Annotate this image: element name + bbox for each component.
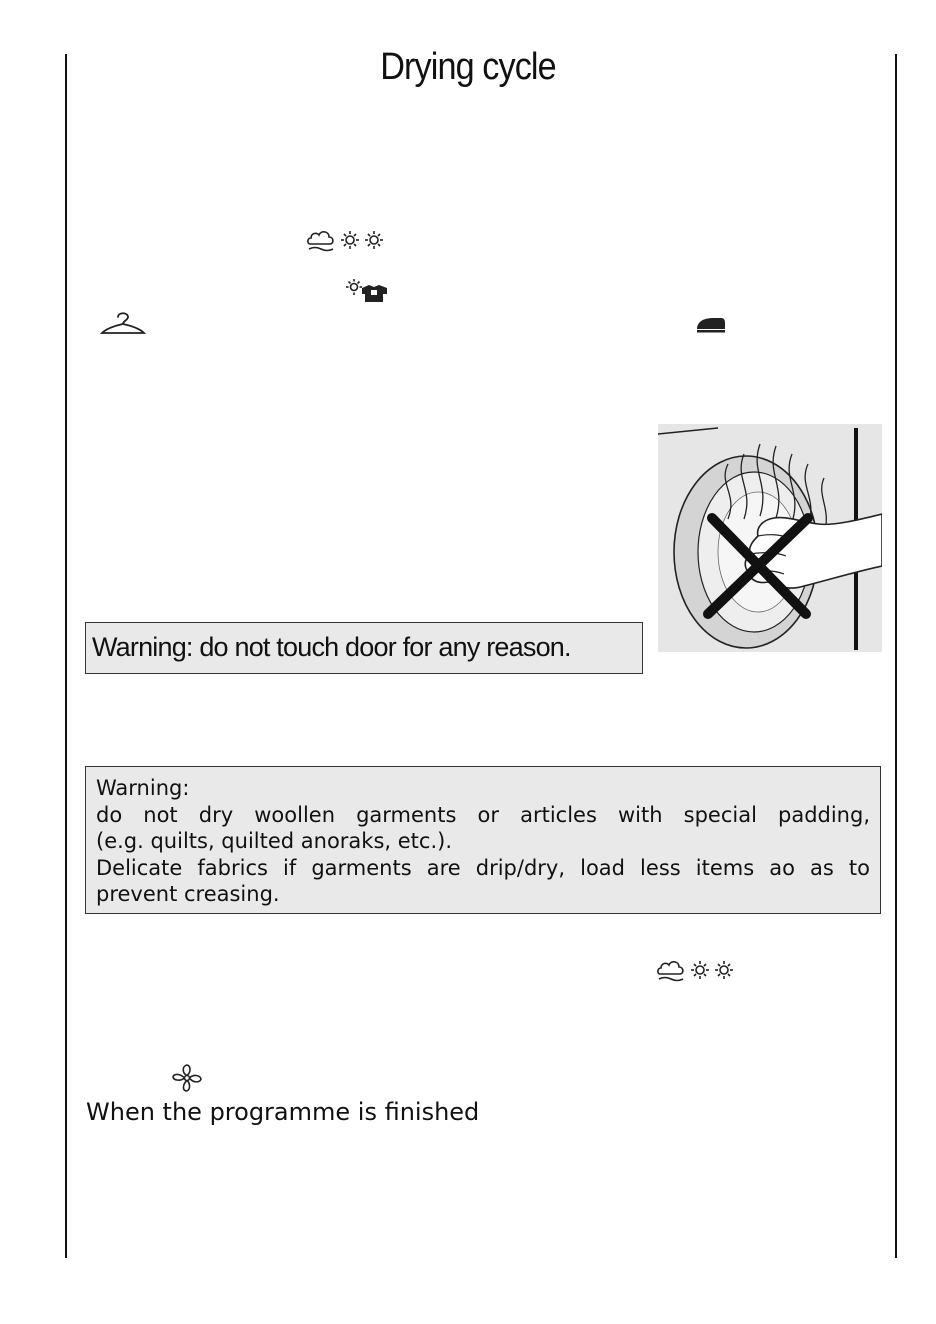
cloud-double-sun-icon bbox=[306, 228, 390, 254]
sun-shirt-icon bbox=[344, 278, 390, 304]
fabric-warning-line: (e.g. quilts, quilted anoraks, etc.). bbox=[96, 829, 452, 853]
fabric-warning-box bbox=[85, 766, 881, 914]
left-margin-rule bbox=[65, 54, 67, 1258]
fabric-warning-heading: Warning: bbox=[96, 776, 190, 800]
right-margin-rule bbox=[895, 54, 897, 1258]
door-warning-text: Warning: do not touch door for any reason. bbox=[92, 632, 571, 662]
iron-icon bbox=[694, 312, 728, 334]
cloud-double-sun-icon bbox=[656, 958, 740, 984]
page-title: Drying cycle bbox=[380, 46, 556, 88]
door-warning-box bbox=[85, 622, 643, 674]
fabric-warning-line: prevent creasing. bbox=[96, 882, 280, 906]
programme-finished-heading: When the programme is finished bbox=[86, 1098, 480, 1126]
fan-icon bbox=[170, 1063, 204, 1093]
do-not-touch-door-illustration bbox=[658, 424, 882, 652]
fabric-warning-line: Delicate fabrics if garments are drip/dry, load less items ao as to bbox=[96, 855, 870, 880]
hanger-icon bbox=[100, 310, 146, 336]
fabric-warning-line: do not dry woollen garments or articles with special padding, bbox=[96, 802, 870, 827]
